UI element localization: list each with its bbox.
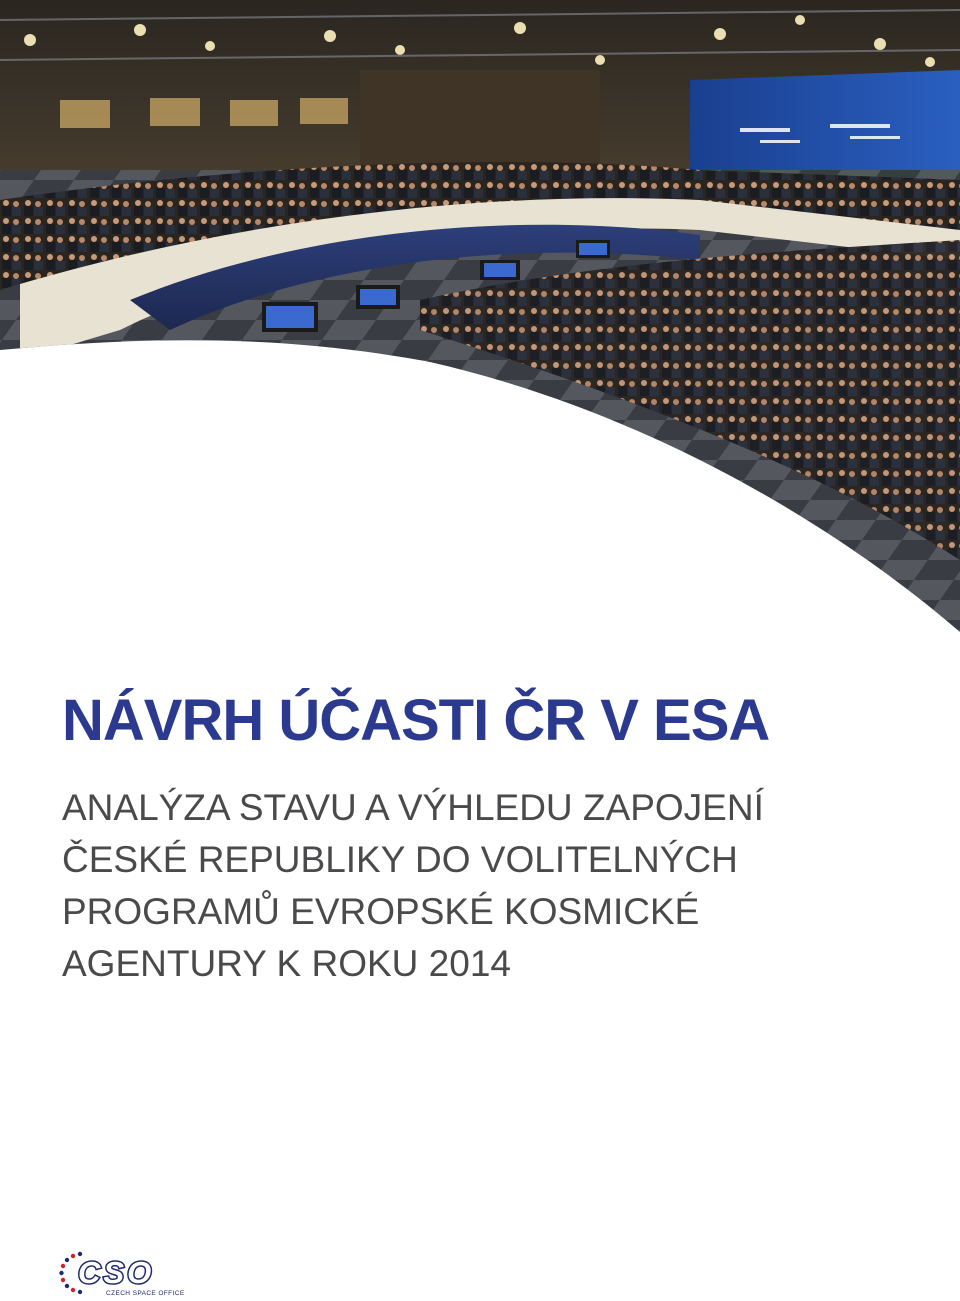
logo-wordmark: CSO [78,1255,155,1290]
subtitle-line-3: PROGRAMŮ EVROPSKÉ KOSMICKÉ [62,891,700,932]
cover-subtitle [62,782,764,990]
subtitle-line-1: ANALÝZA STAVU A VÝHLEDU ZAPOJENÍ [62,787,764,828]
cso-logo [58,1248,188,1298]
subtitle-line-2: ČESKÉ REPUBLIKY DO VOLITELNÝCH [62,839,738,880]
subtitle-line-4: AGENTURY K ROKU 2014 [62,943,511,984]
conference-hall-image [0,0,960,640]
cover-photo [0,0,960,640]
cover-title: NÁVRH ÚČASTI ČR V ESA [62,688,770,753]
logo-caption: CZECH SPACE OFFICE [106,1290,185,1297]
